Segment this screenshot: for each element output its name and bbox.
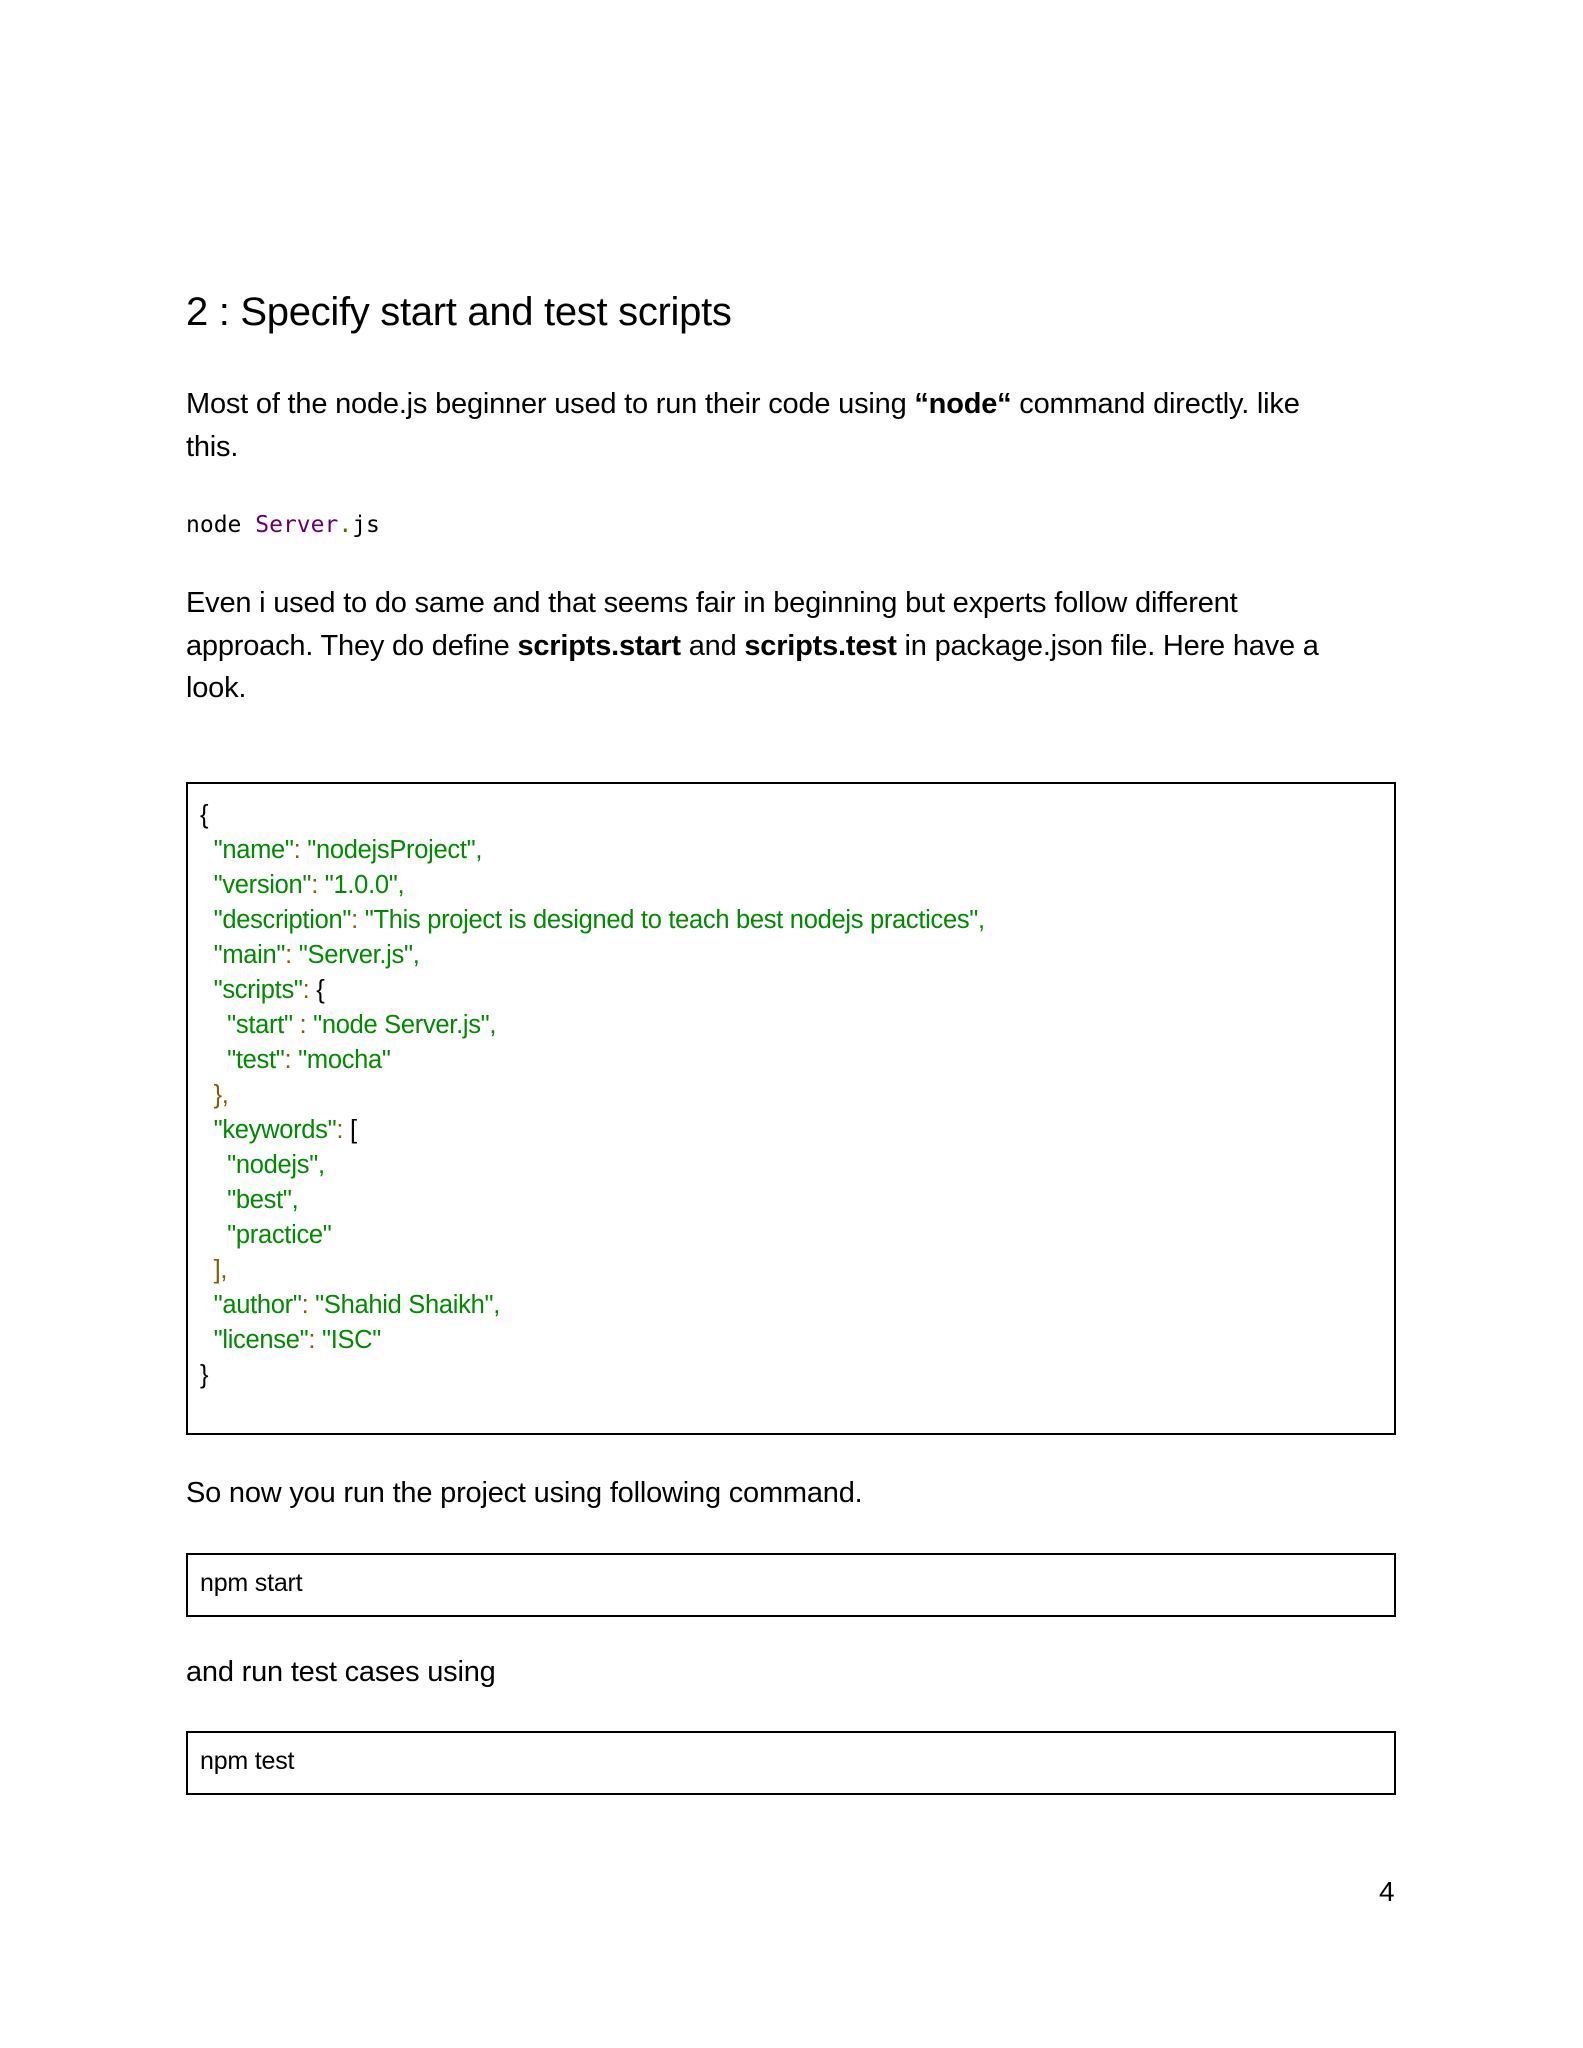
npm-test-command: npm test	[200, 1747, 295, 1775]
code-token: }	[200, 1361, 209, 1389]
node-command-snippet	[186, 512, 380, 538]
code-line	[200, 1323, 985, 1358]
code-token: "start"	[227, 1011, 293, 1039]
intro-text-line2: this.	[186, 430, 239, 463]
test-paragraph: and run test cases using	[186, 1656, 496, 1688]
code-token: "This project is designed to teach best nodejs practices",	[364, 906, 985, 934]
code-indent	[200, 906, 214, 934]
snippet-ext: js	[352, 512, 380, 538]
code-line	[200, 1253, 985, 1288]
explanation-line3: look.	[186, 672, 247, 704]
code-token: "nodejsProject",	[307, 836, 483, 864]
code-token: "best",	[227, 1186, 299, 1214]
code-token: "ISC"	[321, 1326, 382, 1354]
code-line	[200, 1148, 985, 1183]
code-token: :	[292, 1011, 314, 1039]
code-token: :	[308, 1326, 322, 1354]
code-indent	[200, 871, 214, 899]
code-token: ],	[213, 1256, 228, 1284]
code-token: "1.0.0",	[324, 871, 405, 899]
code-indent	[200, 1116, 214, 1144]
code-token: "version"	[213, 871, 312, 899]
code-token: [	[349, 1116, 357, 1144]
snippet-ident: Server	[255, 512, 339, 538]
code-line	[200, 1078, 985, 1113]
explanation-paragraph	[186, 582, 1401, 710]
explanation-l2a: approach. They do define	[186, 629, 518, 662]
explanation-l2b: and	[680, 629, 745, 662]
intro-text-after: command directly. like	[1011, 388, 1300, 420]
code-token: :	[293, 836, 308, 864]
code-token: "test"	[227, 1046, 285, 1074]
code-indent	[200, 1326, 214, 1354]
code-token: "license"	[213, 1326, 309, 1354]
run-paragraph: So now you run the project using following command.	[186, 1477, 863, 1509]
code-token: {	[200, 801, 209, 829]
code-token: },	[213, 1081, 229, 1109]
code-indent	[200, 1186, 227, 1214]
explanation-line1: Even i used to do same and that seems fair in beginning but experts follow different	[186, 587, 1238, 619]
npm-start-code-box	[186, 1553, 1396, 1617]
code-token: :	[284, 1046, 299, 1074]
code-line	[200, 798, 985, 833]
code-line	[200, 973, 985, 1008]
package-json-code-box	[186, 782, 1396, 1435]
bold-scripts-test: scripts.test	[744, 629, 897, 662]
code-line	[200, 1043, 985, 1078]
code-token: "main"	[213, 941, 286, 969]
code-indent	[200, 1291, 214, 1319]
code-line	[200, 1183, 985, 1218]
code-token: "scripts"	[213, 976, 303, 1004]
code-indent	[200, 941, 214, 969]
code-token: "author"	[213, 1291, 302, 1319]
code-line	[200, 1218, 985, 1253]
code-indent	[200, 1081, 214, 1109]
code-token: {	[316, 976, 325, 1004]
code-token: "keywords"	[213, 1116, 337, 1144]
intro-text-before: Most of the node.js beginner used to run their code using	[186, 388, 915, 420]
code-token: :	[336, 1116, 350, 1144]
code-indent	[200, 1046, 227, 1074]
section-heading: 2 : Specify start and test scripts	[186, 290, 732, 334]
code-indent	[200, 1256, 214, 1284]
code-token: "Server.js",	[298, 941, 420, 969]
code-line	[200, 868, 985, 903]
code-line	[200, 903, 985, 938]
code-token: "Shahid Shaikh",	[315, 1291, 501, 1319]
intro-paragraph	[186, 383, 1401, 468]
code-token: "name"	[213, 836, 294, 864]
code-line	[200, 1358, 985, 1393]
code-indent	[200, 976, 214, 1004]
code-token: "mocha"	[298, 1046, 391, 1074]
code-indent	[200, 1011, 227, 1039]
page-number: 4	[1379, 1876, 1395, 1907]
code-indent	[200, 1151, 227, 1179]
npm-start-command: npm start	[200, 1569, 303, 1597]
code-line	[200, 1288, 985, 1323]
code-token: "nodejs",	[227, 1151, 325, 1179]
npm-test-code-box	[186, 1731, 1396, 1795]
explanation-l2c: in package.json file. Here have a	[896, 629, 1319, 662]
code-token: :	[301, 1291, 316, 1319]
code-line	[200, 1113, 985, 1148]
code-line	[200, 938, 985, 973]
code-token: "description"	[213, 906, 352, 934]
snippet-cmd: node	[186, 512, 256, 538]
code-token: "practice"	[227, 1221, 332, 1249]
code-token: :	[302, 976, 317, 1004]
code-token: :	[285, 941, 299, 969]
snippet-dot: .	[338, 512, 353, 538]
code-indent	[200, 1221, 227, 1249]
code-token: "node Server.js",	[313, 1011, 497, 1039]
code-token: :	[351, 906, 365, 934]
code-indent	[200, 836, 214, 864]
bold-scripts-start: scripts.start	[517, 629, 681, 662]
code-token: :	[311, 871, 325, 899]
code-line	[200, 833, 985, 868]
intro-bold-node: “node“	[914, 388, 1012, 420]
code-line	[200, 1008, 985, 1043]
package-json-code	[200, 798, 985, 1393]
